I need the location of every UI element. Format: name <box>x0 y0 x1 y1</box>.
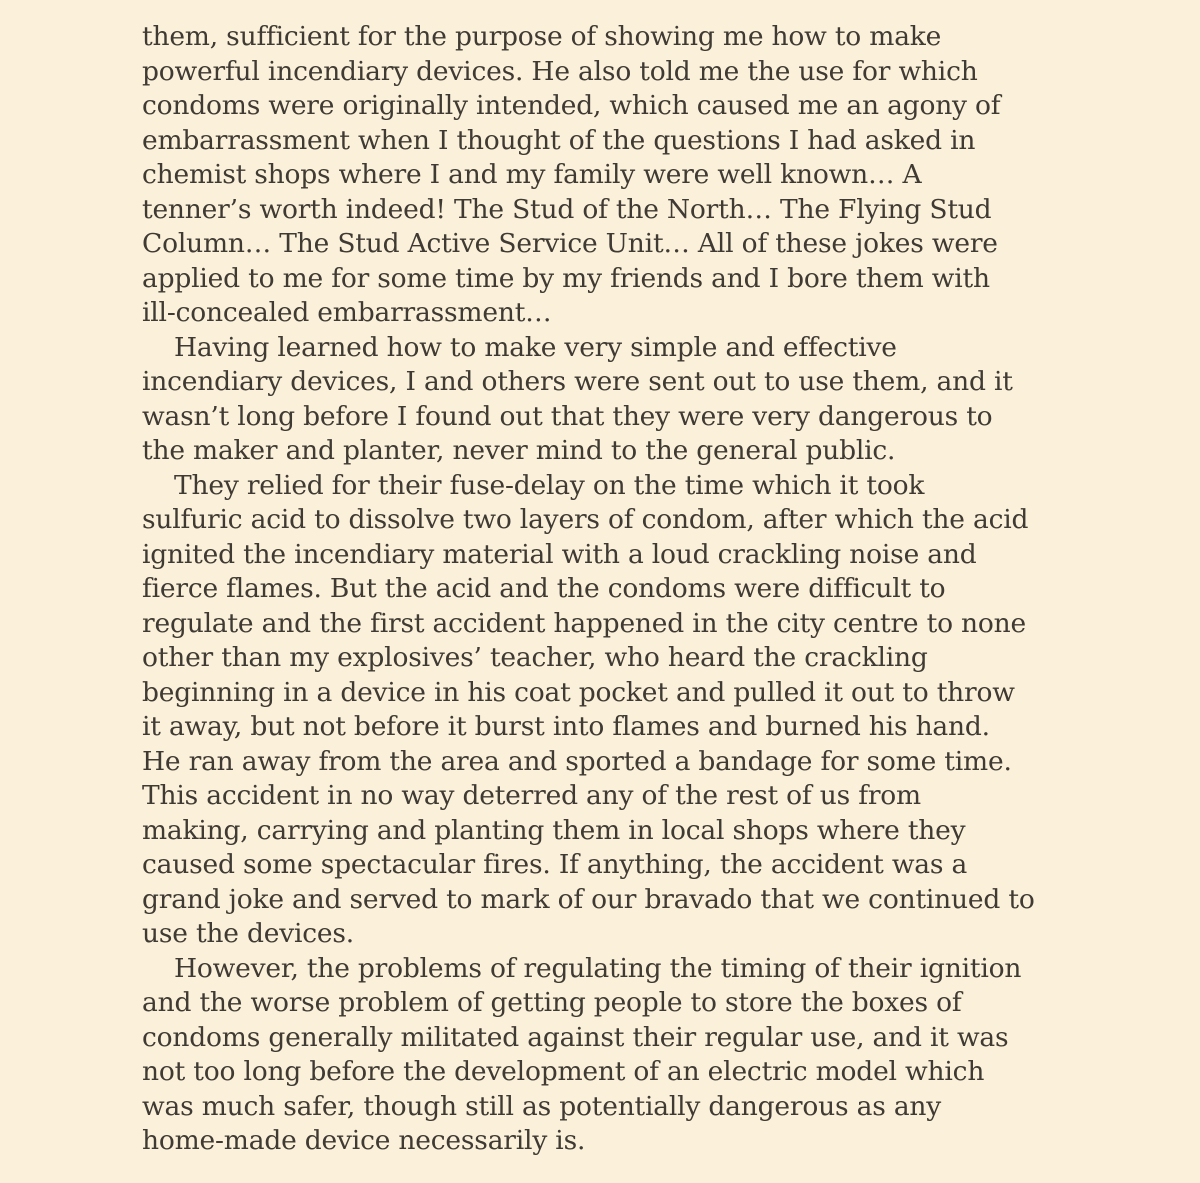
text-line: them, sufficient for the purpose of showing me how to make <box>142 21 942 52</box>
text-line: condoms generally militated against their regular use, and it was <box>142 1021 1009 1053</box>
text-line: beginning in a device in his coat pocket and pulled it out to throw <box>142 676 1015 708</box>
text-line: use the devices. <box>142 918 355 949</box>
text-line: other than my explosives’ teacher, who heard the crackling <box>142 642 928 673</box>
text-line: This accident in no way deterred any of the rest of us from <box>142 780 921 811</box>
text-line: regulate and the first accident happened in the city centre to none <box>142 607 1027 639</box>
paragraph-1 <box>142 20 1182 331</box>
paragraph-3 <box>142 469 1182 952</box>
text-line: Having learned how to make very simple and effective <box>174 331 897 363</box>
text-line: incendiary devices, I and others were sent out to use them, and it <box>142 366 1013 397</box>
text-line: not too long before the development of an electric model which <box>142 1056 985 1087</box>
text-line: ignited the incendiary material with a loud crackling noise and <box>142 538 977 570</box>
text-line: and the worse problem of getting people to store the boxes of <box>142 987 962 1018</box>
text-line: making, carrying and planting them in local shops where they <box>142 814 966 846</box>
text-line: fierce flames. But the acid and the condoms were difficult to <box>142 573 946 604</box>
text-line: They relied for their fuse-delay on the time which it took <box>174 469 925 501</box>
text-line: was much safer, though still as potentially dangerous as any <box>142 1090 942 1122</box>
text-line: powerful incendiary devices. He also told me the use for which <box>142 55 978 87</box>
text-line: Column… The Stud Active Service Unit… All of these jokes were <box>142 228 998 259</box>
text-line: chemist shops where I and my family were well known… A <box>142 159 922 190</box>
paragraph-4 <box>142 952 1182 1159</box>
text-line: it away, but not before it burst into flames and burned his hand. <box>142 711 990 742</box>
text-line: However, the problems of regulating the timing of their ignition <box>174 952 1022 984</box>
text-line: home-made device necessarily is. <box>142 1125 586 1156</box>
text-line: caused some spectacular fires. If anything, the accident was a <box>142 849 968 880</box>
text-line: grand joke and served to mark of our bravado that we continued to <box>142 883 1035 915</box>
text-line: condoms were originally intended, which caused me an agony of <box>142 90 1001 121</box>
book-page <box>142 20 1182 1159</box>
paragraph-2 <box>142 331 1182 469</box>
text-line: ill-concealed embarrassment… <box>142 297 552 328</box>
text-line: the maker and planter, never mind to the general public. <box>142 435 896 466</box>
text-line: sulfuric acid to dissolve two layers of condom, after which the acid <box>142 504 1029 535</box>
text-line: applied to me for some time by my friends and I bore them with <box>142 262 990 294</box>
text-line: tenner’s worth indeed! The Stud of the North… The Flying Stud <box>142 193 992 225</box>
text-line: embarrassment when I thought of the questions I had asked in <box>142 124 976 156</box>
text-line: He ran away from the area and sported a bandage for some time. <box>142 745 1012 777</box>
text-line: wasn’t long before I found out that they were very dangerous to <box>142 400 993 432</box>
